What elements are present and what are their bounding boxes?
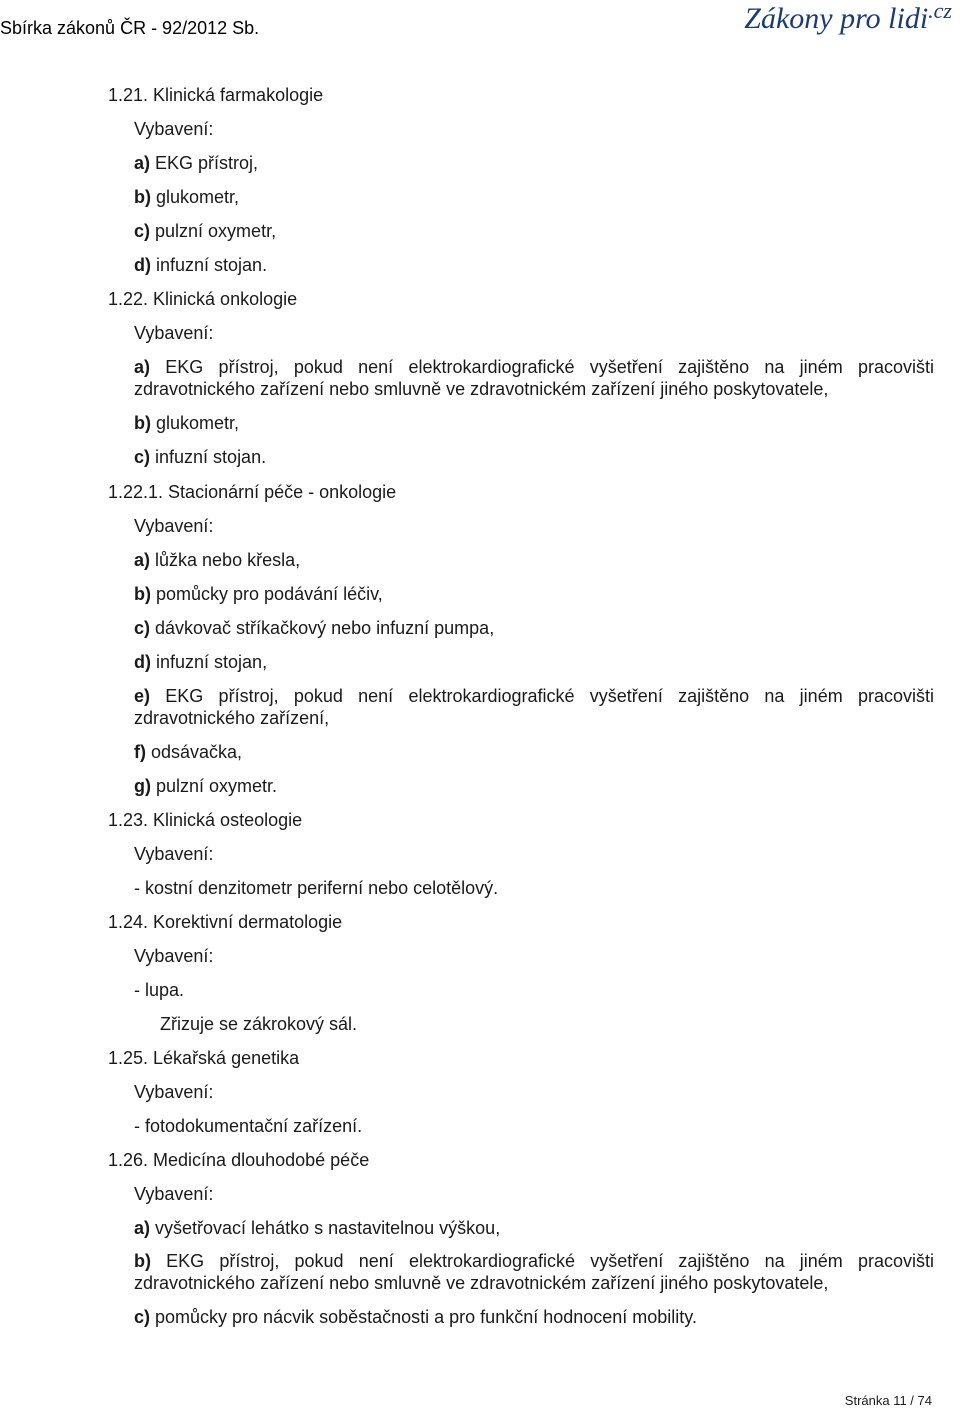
line-text: infuzní stojan. — [151, 255, 268, 275]
line-text: odsávačka, — [146, 742, 243, 762]
line-text: glukometr, — [151, 413, 240, 433]
list-item-letter: c) — [134, 618, 151, 638]
list-item-continuation — [134, 707, 329, 729]
line-text: infuzní stojan. — [150, 447, 267, 467]
line-text: pomůcky pro podávání léčiv, — [151, 584, 383, 604]
line-text: pulzní oxymetr, — [150, 221, 277, 241]
site-logo — [744, 2, 952, 36]
list-item — [134, 979, 184, 1001]
list-item — [134, 1217, 500, 1239]
line-text: pomůcky pro nácvik soběstačnosti a pro funkční hodnocení mobility. — [150, 1307, 697, 1327]
line-text: 1.25. Lékařská genetika — [108, 1048, 300, 1068]
page-number: Stránka 11 / 74 — [844, 1393, 932, 1408]
line-text: Vybavení: — [134, 119, 214, 139]
line-text: Vybavení: — [134, 946, 214, 966]
note-text — [160, 1013, 357, 1035]
list-item-letter: g) — [134, 776, 151, 796]
line-text: 1.21. Klinická farmakologie — [108, 85, 324, 105]
list-item — [134, 220, 276, 242]
list-item — [134, 877, 498, 899]
line-text: infuzní stojan, — [151, 652, 268, 672]
line-text: zdravotnického zařízení nebo smluvně ve zdravotnickém zařízení jiného poskytovatele, — [134, 1273, 829, 1293]
list-item — [134, 152, 258, 174]
list-item-letter: b) — [134, 1251, 151, 1271]
list-item-letter: d) — [134, 255, 151, 275]
list-item-letter: c) — [134, 447, 151, 467]
line-text: EKG přístroj, pokud není elektrokardiografické vyšetření zajištěno na jiném pracovišti — [150, 357, 934, 377]
list-item — [134, 549, 300, 571]
line-text: 1.26. Medicína dlouhodobé péče — [108, 1150, 370, 1170]
line-text: 1.23. Klinická osteologie — [108, 810, 303, 830]
equipment-label — [134, 118, 213, 140]
section-heading — [108, 481, 396, 503]
list-item — [134, 254, 267, 276]
section-heading — [108, 911, 342, 933]
equipment-label — [134, 843, 213, 865]
list-item-letter: d) — [134, 652, 151, 672]
line-text: Vybavení: — [134, 323, 214, 343]
line-text: 1.22.1. Stacionární péče - onkologie — [108, 482, 397, 502]
section-heading — [108, 84, 323, 106]
list-item — [134, 1115, 362, 1137]
equipment-label — [134, 945, 213, 967]
list-item-letter: a) — [134, 153, 151, 173]
list-item — [134, 685, 934, 707]
equipment-label — [134, 515, 213, 537]
line-text: 1.22. Klinická onkologie — [108, 289, 298, 309]
line-text: EKG přístroj, — [150, 153, 259, 173]
line-text: zdravotnického zařízení nebo smluvně ve zdravotnickém zařízení jiného poskytovatele, — [134, 379, 829, 399]
list-item-letter: a) — [134, 1218, 151, 1238]
line-text: Vybavení: — [134, 844, 214, 864]
equipment-label — [134, 1081, 213, 1103]
equipment-label — [134, 322, 213, 344]
section-heading — [108, 288, 297, 310]
list-item-letter: f) — [134, 742, 146, 762]
equipment-label — [134, 1183, 213, 1205]
line-text: Vybavení: — [134, 1184, 214, 1204]
section-heading — [108, 809, 302, 831]
line-text: glukometr, — [151, 187, 240, 207]
list-item — [134, 446, 266, 468]
line-text: - lupa. — [134, 980, 185, 1000]
site-logo-text: Zákony pro lidi — [744, 2, 929, 35]
list-item-letter: a) — [134, 550, 151, 570]
list-item — [134, 1250, 934, 1272]
line-text: Zřizuje se zákrokový sál. — [160, 1014, 358, 1034]
list-item-letter: b) — [134, 584, 151, 604]
list-item-letter: c) — [134, 1307, 151, 1327]
line-text: EKG přístroj, pokud není elektrokardiografické vyšetření zajištěno na jiném pracovišti — [151, 1251, 934, 1271]
list-item — [134, 651, 267, 673]
list-item-letter: a) — [134, 357, 151, 377]
line-text: Vybavení: — [134, 1082, 214, 1102]
list-item — [134, 583, 383, 605]
list-item-continuation — [134, 378, 828, 400]
list-item-letter: c) — [134, 221, 151, 241]
line-text: 1.24. Korektivní dermatologie — [108, 912, 343, 932]
line-text: lůžka nebo křesla, — [150, 550, 301, 570]
line-text: - fotodokumentační zařízení. — [134, 1116, 363, 1136]
line-text: - kostní denzitometr periferní nebo celotělový. — [134, 878, 499, 898]
section-heading — [108, 1149, 369, 1171]
list-item — [134, 617, 494, 639]
list-item-continuation — [134, 1272, 828, 1294]
list-item — [134, 186, 239, 208]
line-text: zdravotnického zařízení, — [134, 708, 330, 728]
list-item-letter: b) — [134, 187, 151, 207]
list-item-letter: e) — [134, 686, 151, 706]
list-item — [134, 356, 934, 378]
line-text: Vybavení: — [134, 516, 214, 536]
list-item — [134, 412, 239, 434]
list-item-letter: b) — [134, 413, 151, 433]
list-item — [134, 741, 242, 763]
line-text: pulzní oxymetr. — [151, 776, 278, 796]
site-logo-suffix: .cz — [928, 0, 952, 23]
list-item — [134, 775, 277, 797]
line-text: EKG přístroj, pokud není elektrokardiografické vyšetření zajištěno na jiném pracovišti — [150, 686, 934, 706]
section-heading — [108, 1047, 299, 1069]
list-item — [134, 1306, 697, 1328]
document-header-title: Sbírka zákonů ČR - 92/2012 Sb. — [0, 18, 260, 38]
line-text: dávkovač stříkačkový nebo infuzní pumpa, — [150, 618, 495, 638]
line-text: vyšetřovací lehátko s nastavitelnou výškou, — [150, 1218, 501, 1238]
